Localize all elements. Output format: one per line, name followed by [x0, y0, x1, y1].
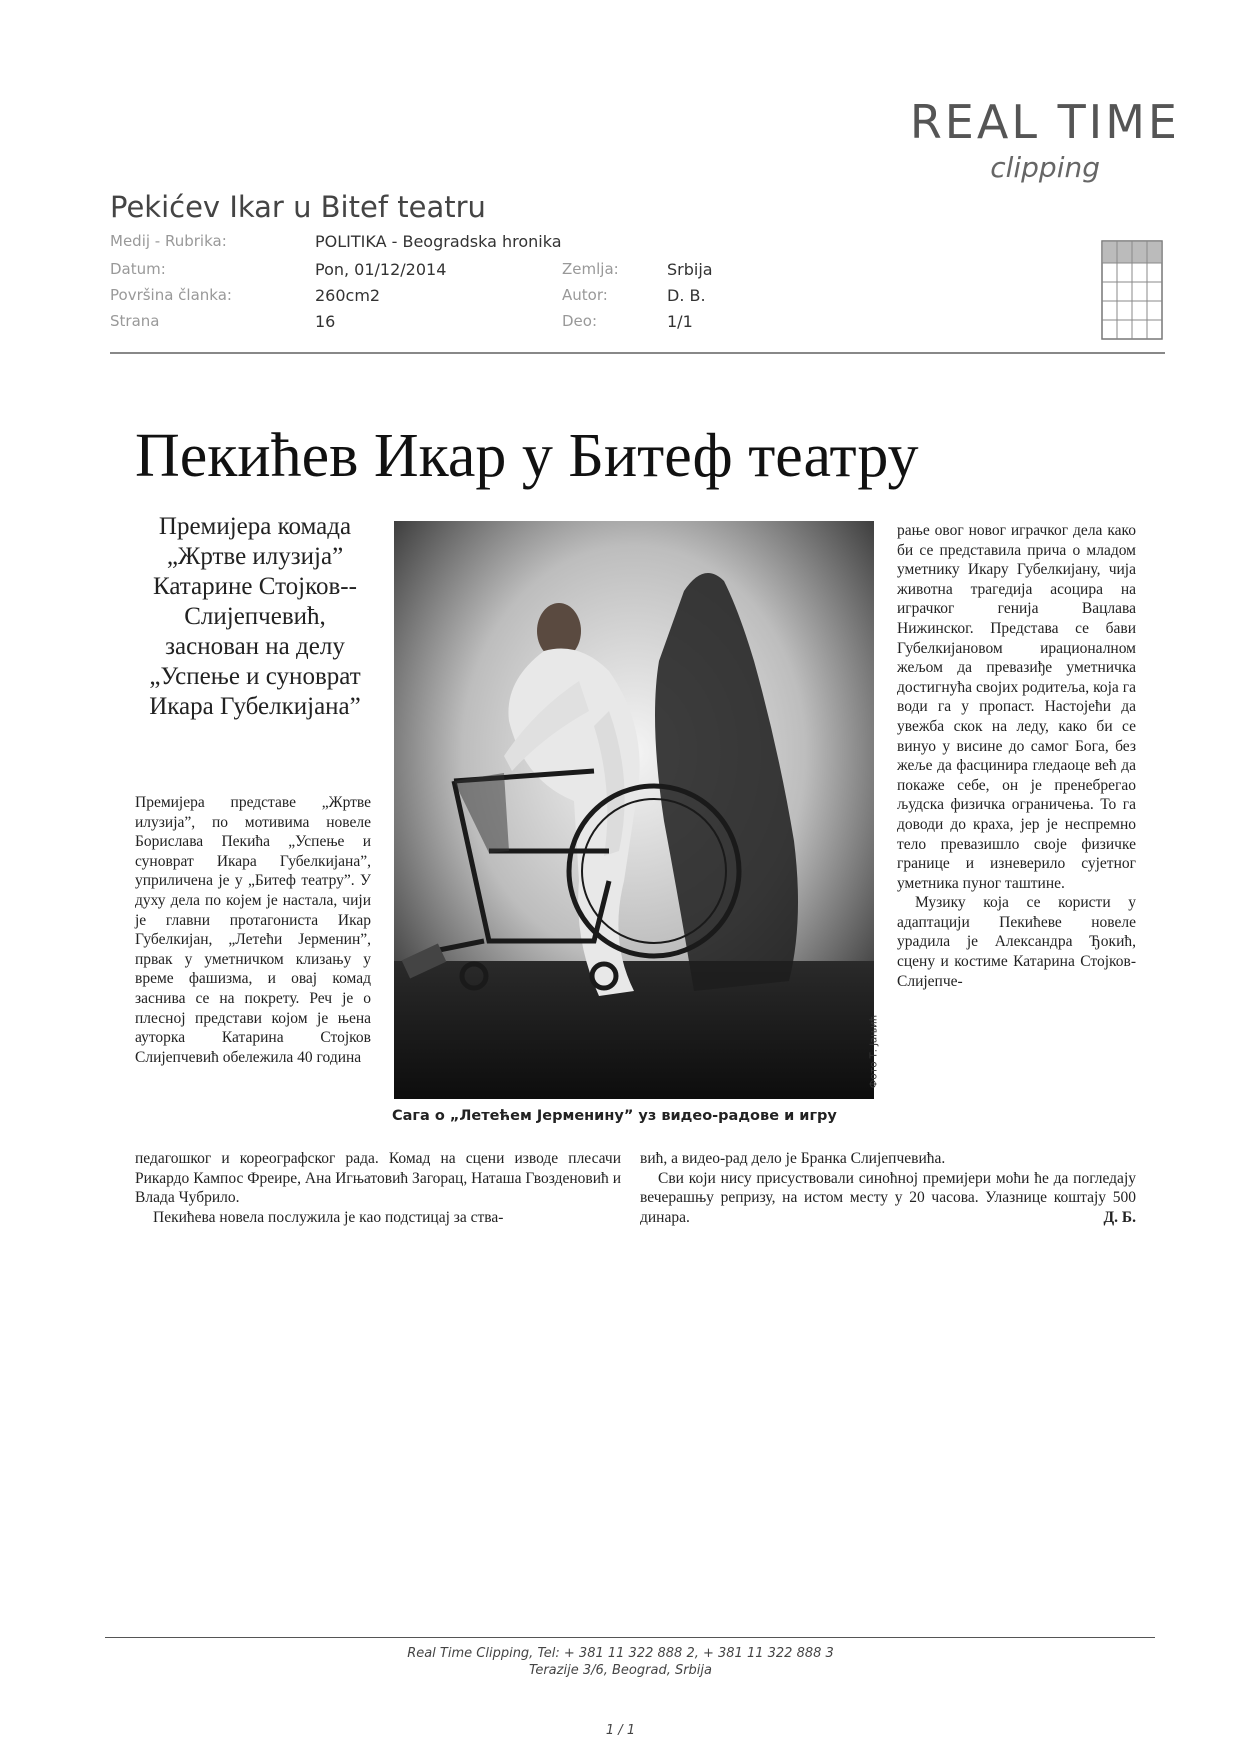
clip-title: Pekićev Ikar u Bitef teatru [110, 190, 486, 224]
article-headline: Пекићев Икар у Битеф театру [135, 422, 919, 490]
column-1-paragraph: Премијера представе „Жртве илузија”, по мотивима новеле Борислава Пекића „Успење и суноврат Икара Губелкијана”, уприличена је у „Битеф театру”. У духу дела по којем је настала, чији је главни протагониста Икар Губелкијан, „Летећи Јерменин”, првак у уметничком клизању у време фашизма, и овај комад заснива се на покрету. Реч је о плесној представи којом је њена ауторка Катарина Стојков Слијепчевић обележила 40 година [135, 794, 371, 1066]
footer-contact: Real Time Clipping, Tel: + 381 11 322 888 2, + 381 11 322 888 3 [407, 1646, 834, 1661]
footer-divider [105, 1637, 1155, 1638]
column-3-paragraph-1: рање овог новог играчког дела како би се представила прича о младом уметнику Икару Губелкијану, чија животна трагедија асоцира на играчког генија Вацлава Нижинског. Представа се бави Губелкијановом ирационалном жељом да превазиђе уметничка достигнућа својих родитеља, која га води га у пропаст. Настојећи да увежба скок на леду, како би се винуо у висине до самог Бога, без жеље да фасцинира гледаоце већ да покаже себе, он је пренебрегао људска физичка ограничења. То га доводи до краха, јер је неспремно тело превазишло своје физичке границе и изневерило сујетног уметника пуног таштине. [897, 522, 1136, 892]
bottom-right-paragraph-2 [640, 1169, 1136, 1228]
meta-deo-value: 1/1 [667, 312, 693, 331]
bottom-left-paragraph-2: Пекићева новела послужила је као подстицај за ства- [153, 1208, 504, 1226]
meta-medij-value: POLITIKA - Beogradska hronika [315, 232, 562, 251]
logo-sub-text: clipping [990, 151, 1100, 184]
meta-zemlja-label: Zemlja: [562, 260, 619, 278]
meta-povrsina-label: Površina članka: [110, 286, 232, 304]
logo-main-text: REAL TIME [909, 95, 1180, 149]
meta-autor-value: D. B. [667, 286, 706, 305]
meta-povrsina-value: 260cm2 [315, 286, 381, 305]
bottom-right-paragraph-1: вић, а видео-рад дело је Бранка Слијепчевића. [640, 1150, 946, 1167]
meta-strana-value: 16 [315, 312, 336, 331]
photo-credit-text: Фото Т. Јањић [868, 1014, 880, 1089]
meta-autor-label: Autor: [562, 286, 608, 304]
meta-deo-label: Deo: [562, 312, 598, 330]
article-signature: Д. Б. [1103, 1208, 1136, 1226]
bottom-left-paragraph-1: педагошког и кореографског рада. Комад на сцени изводе плесачи Рикардо Кампос Фреире, Ана Игњатовић Загорац, Наташа Гвозденовић и Влада Чубрило. [135, 1150, 621, 1207]
meta-datum-label: Datum: [110, 260, 166, 278]
footer-page-number: 1 / 1 [605, 1723, 636, 1738]
real-time-logo [860, 96, 1180, 196]
article-deck: Премијера комада „Жртве илузија” Катарине Стојков--Слијепчевић, заснован на делу „Успење и суноврат Икара Губелкијана” [149, 513, 361, 720]
article-column-1 [135, 793, 371, 1067]
meta-zemlja-value: Srbija [667, 260, 713, 279]
column-3-paragraph-2: Музику која се користи у адаптацији Пекићеве новеле урадила је Александра Ђокић, сцену и костиме Катарина Стојков-Слијепче- [897, 894, 1136, 990]
article-photo [394, 521, 874, 1099]
photo-caption: Сага о „Летећем Јерменину” уз видео-радове и игру [392, 1108, 837, 1124]
bottom-right-paragraph-2-text: Сви који нису присуствовали синоћној премијери моћи ће да погледају вечерашњу репризу, на истом месту у 20 часова. Улазнице коштају 500 динара. [640, 1169, 1136, 1226]
footer-address: Terazije 3/6, Beograd, Srbija [529, 1663, 712, 1678]
meta-strana-label: Strana [110, 312, 160, 330]
article-bottom-left [135, 1149, 621, 1227]
photo-credit [864, 1010, 880, 1100]
page-grid-icon [1101, 240, 1163, 340]
header-divider [110, 352, 1165, 354]
article-bottom-right [640, 1149, 1136, 1227]
article-column-3 [897, 521, 1136, 991]
meta-medij-label: Medij - Rubrika: [110, 232, 227, 250]
meta-datum-value: Pon, 01/12/2014 [315, 260, 447, 279]
